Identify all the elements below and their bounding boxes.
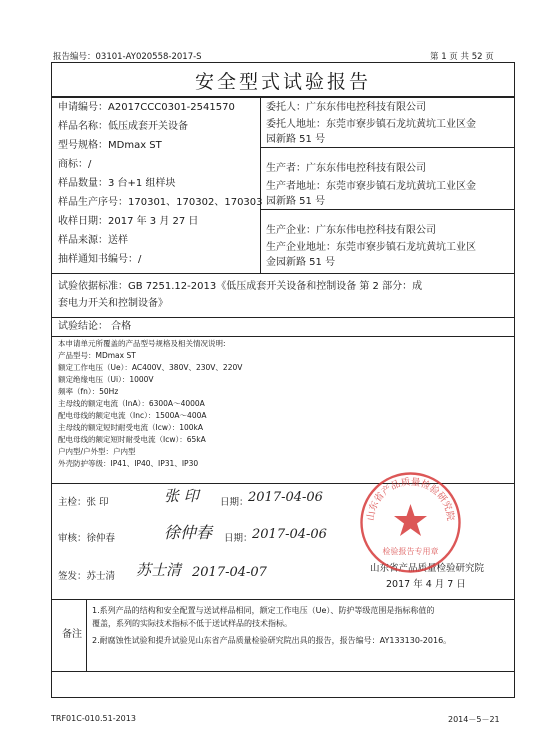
review-date: 2017-04-06 (252, 527, 327, 542)
client-address: 委托人地址：东莞市寮步镇石龙坑黄坑工业区金 (266, 119, 476, 130)
client-address-cont: 园新路 51 号 (266, 134, 326, 145)
issuing-institute: 山东省产品质量检验研究院 (370, 563, 485, 574)
check-date-label: 日期： (220, 497, 249, 508)
check-date: 2017-04-06 (248, 490, 323, 505)
coverage-line: 主母线的额定电流（InA）：6300A～4000A (58, 399, 205, 408)
approver-label: 签发：苏士清 (58, 571, 116, 582)
report-title: 安全型式试验报告 (51, 62, 515, 97)
remark-line: 2.耐腐蚀性试验和提升试验见山东省产品质量检验研究院出具的报告，报告编号：AY133130-2016。 (92, 636, 452, 645)
divider (86, 599, 87, 671)
divider (260, 147, 514, 148)
receipt-date: 收样日期：2017 年 3 月 27 日 (58, 216, 199, 227)
approver-signature: 苏士清 (136, 561, 182, 579)
reviewer-label: 审核：徐仲春 (58, 533, 116, 544)
report-frame (51, 96, 515, 698)
coverage-line: 频率（fn）：50Hz (58, 387, 119, 396)
coverage-line: 配电母线的额定电流（Inc）：1500A～400A (58, 411, 207, 420)
coverage-intro: 本申请单元所覆盖的产品型号规格及相关情况说明: (58, 339, 226, 348)
approve-date: 2017-04-07 (192, 565, 267, 580)
client: 委托人：广东东伟电控科技有限公司 (266, 102, 426, 113)
coverage-line: 户内型/户外型：户内型 (58, 447, 136, 456)
divider (260, 209, 514, 210)
report-number: 报告编号：03101-AY020558-2017-S (53, 52, 202, 62)
test-standard: 试验依据标准：GB 7251.12-2013《低压成套开关设备和控制设备 第 2 部分：成 (58, 281, 423, 292)
remark-line: 覆盖，系列的实际技术指标不低于送试样品的技术指标。 (92, 619, 292, 628)
reviewer-signature: 徐仲春 (164, 523, 213, 542)
page-info: 第 1 页 共 52 页 (430, 52, 494, 62)
divider (52, 599, 514, 600)
divider (52, 671, 514, 672)
official-seal-icon (358, 470, 463, 575)
review-date-label: 日期： (224, 533, 253, 544)
factory-address-cont: 金园新路 51 号 (266, 257, 336, 268)
divider (52, 273, 514, 274)
producer-address: 生产者地址：东莞市寮步镇石龙坑黄坑工业区金 (266, 181, 476, 192)
divider (52, 97, 514, 98)
coverage-line: 主母线的额定短时耐受电流（Icw）：100kA (58, 423, 204, 432)
sample-serial: 样品生产序号：170301、170302、170303 (58, 197, 263, 208)
producer: 生产者：广东东伟电控科技有限公司 (266, 163, 426, 174)
footer-date: 2014－5－21 (448, 715, 500, 724)
chief-inspector-label: 主检：张 印 (58, 497, 109, 508)
coverage-line: 配电母线的额定短时耐受电流（Icw）：65kA (58, 435, 206, 444)
coverage-line: 额定绝缘电压（Ui）：1000V (58, 375, 154, 384)
seal-arc-text: 山东省产品质量检验研究院 (365, 476, 456, 522)
issue-date: 2017 年 4 月 7 日 (386, 579, 466, 590)
test-conclusion: 试验结论： 合格 (58, 321, 132, 332)
coverage-line: 产品型号：MDmax ST (58, 351, 136, 360)
divider (52, 336, 514, 337)
coverage-line: 额定工作电压（Ue）：AC400V、380V、230V、220V (58, 363, 243, 372)
sampling-notice: 抽样通知书编号：/ (58, 254, 142, 265)
factory: 生产企业：广东东伟电控科技有限公司 (266, 225, 436, 236)
producer-address-cont: 园新路 51 号 (266, 196, 326, 207)
sample-source: 样品来源：送样 (58, 235, 128, 246)
divider (260, 97, 261, 273)
seal-bottom-text: 检验报告专用章 (382, 547, 439, 556)
factory-address: 生产企业地址：东莞市寮步镇石龙坑黄坑工业区 (266, 242, 476, 253)
remark-line: 1.系列产品的结构和安全配置与送试样品相同，额定工作电压（Ue）、防护等级范围是指标称值的 (92, 606, 435, 615)
model-spec: 型号规格：MDmax ST (58, 140, 162, 151)
sample-name: 样品名称：低压成套开关设备 (58, 121, 188, 132)
test-standard-cont: 套电力开关和控制设备》 (58, 298, 168, 309)
remarks-label: 备注 (62, 629, 82, 640)
application-number: 申请编号：A2017CCC0301-2541570 (58, 102, 235, 113)
form-code: TRF01C-010.51-2013 (51, 714, 136, 723)
trademark: 商标：/ (58, 159, 92, 170)
coverage-line: 外壳防护等级：IP41、IP40、IP31、IP30 (58, 459, 199, 468)
divider (52, 317, 514, 318)
sample-quantity: 样品数量：3 台+1 组样块 (58, 178, 176, 189)
chief-inspector-signature: 张 印 (164, 487, 199, 505)
